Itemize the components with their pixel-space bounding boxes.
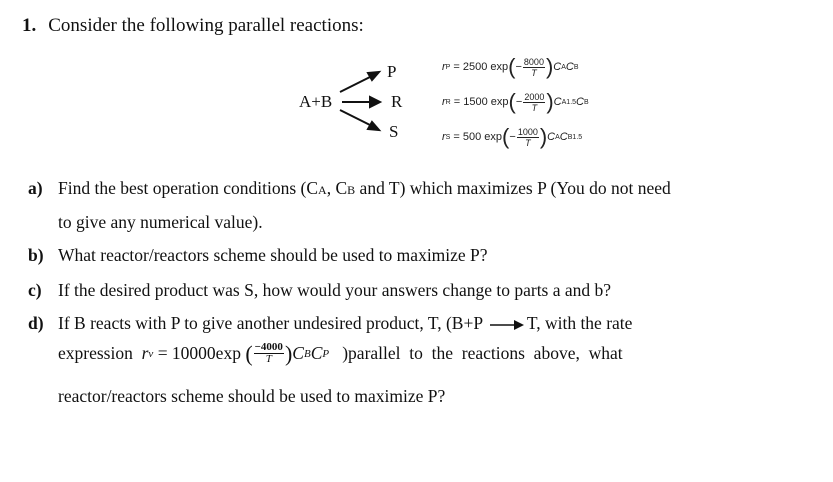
arrow-icon [489,319,525,331]
rate-r: r R = 1500 exp ( − $\frac{2000}{T}$ ) C A 1.5 C B [442,89,589,114]
rate-s: r S = 500 exp ( − $\frac{1000}{T}$ ) C A C B 1.5 [442,124,583,149]
part-d-line3: reactor/reactors scheme should be used to maximize P? [58,386,446,406]
arrowhead-r [370,97,380,107]
exponent-fraction: $\frac{1000}{T}$ [517,126,538,148]
exponent-fraction: $\frac{8000}{T}$ [523,56,544,78]
exponent-expression: ( −4000 T ) [245,340,293,366]
part-b-label: b) [28,245,44,265]
equals: = [450,61,463,73]
part-d-line1: d) If B reacts with P to give another undesired product, T, (B+P T, with the rate [28,313,633,333]
open-paren: ( [508,54,516,79]
part-b: b) What reactor/reactors scheme should be used to maximize P? [28,245,488,265]
question-title: Consider the following parallel reactions: [48,15,364,36]
rate-coefficient: 2500 exp [462,61,509,73]
reactants-label: A+B [299,92,333,111]
part-d-line2: expression r v = 10000exp ( −4000 T ) C B C P )parallel to the reactions above, what [58,340,623,366]
arrowhead-s [368,122,379,130]
part-a-line2: to give any numerical value). [58,212,263,232]
question-number: 1. [22,15,37,36]
product-r-label: R [391,92,403,111]
part-c-label: c) [28,280,42,300]
rate-coefficient: 500 exp [462,131,503,143]
rate-coefficient: 1500 exp [463,96,509,108]
open-paren: ( [502,124,510,149]
rate-symbol: r [442,131,446,143]
open-paren: ( [508,89,516,114]
product-p-label: P [387,62,397,81]
close-paren: ) [539,124,548,149]
rate-p: r P = 2500 exp ( − $\frac{8000}{T}$ ) C A C B [442,54,579,79]
exponent-fraction: −4000 T [254,341,283,365]
arrowhead-p [368,72,379,80]
part-d-label: d) [28,313,44,333]
equals: = [450,131,463,143]
rate-subscript: v [148,347,154,360]
equals: = [450,96,464,108]
arrow-to-p [340,76,372,92]
arrow-to-s [340,110,372,126]
rate-subscript: P [445,63,451,71]
rate-symbol: r [442,61,446,73]
part-c: c) If the desired product was S, how would your answers change to parts a and b? [28,280,612,300]
close-paren: ) [546,89,554,114]
close-paren: ) [545,54,554,79]
reaction-arrows [330,60,390,140]
rate-symbol: r [442,96,446,108]
part-a-label: a) [28,178,43,198]
product-s-label: S [389,122,399,141]
part-a-line1: a) Find the best operation conditions (CA, CB and T) which maximizes P (You do not need [28,178,671,198]
rate-subscript: S [445,133,451,141]
rate-symbol: r [141,343,149,363]
rate-subscript: R [445,98,451,106]
question-heading [22,15,364,37]
exponent-fraction: $\frac{2000}{T}$ [524,91,545,113]
